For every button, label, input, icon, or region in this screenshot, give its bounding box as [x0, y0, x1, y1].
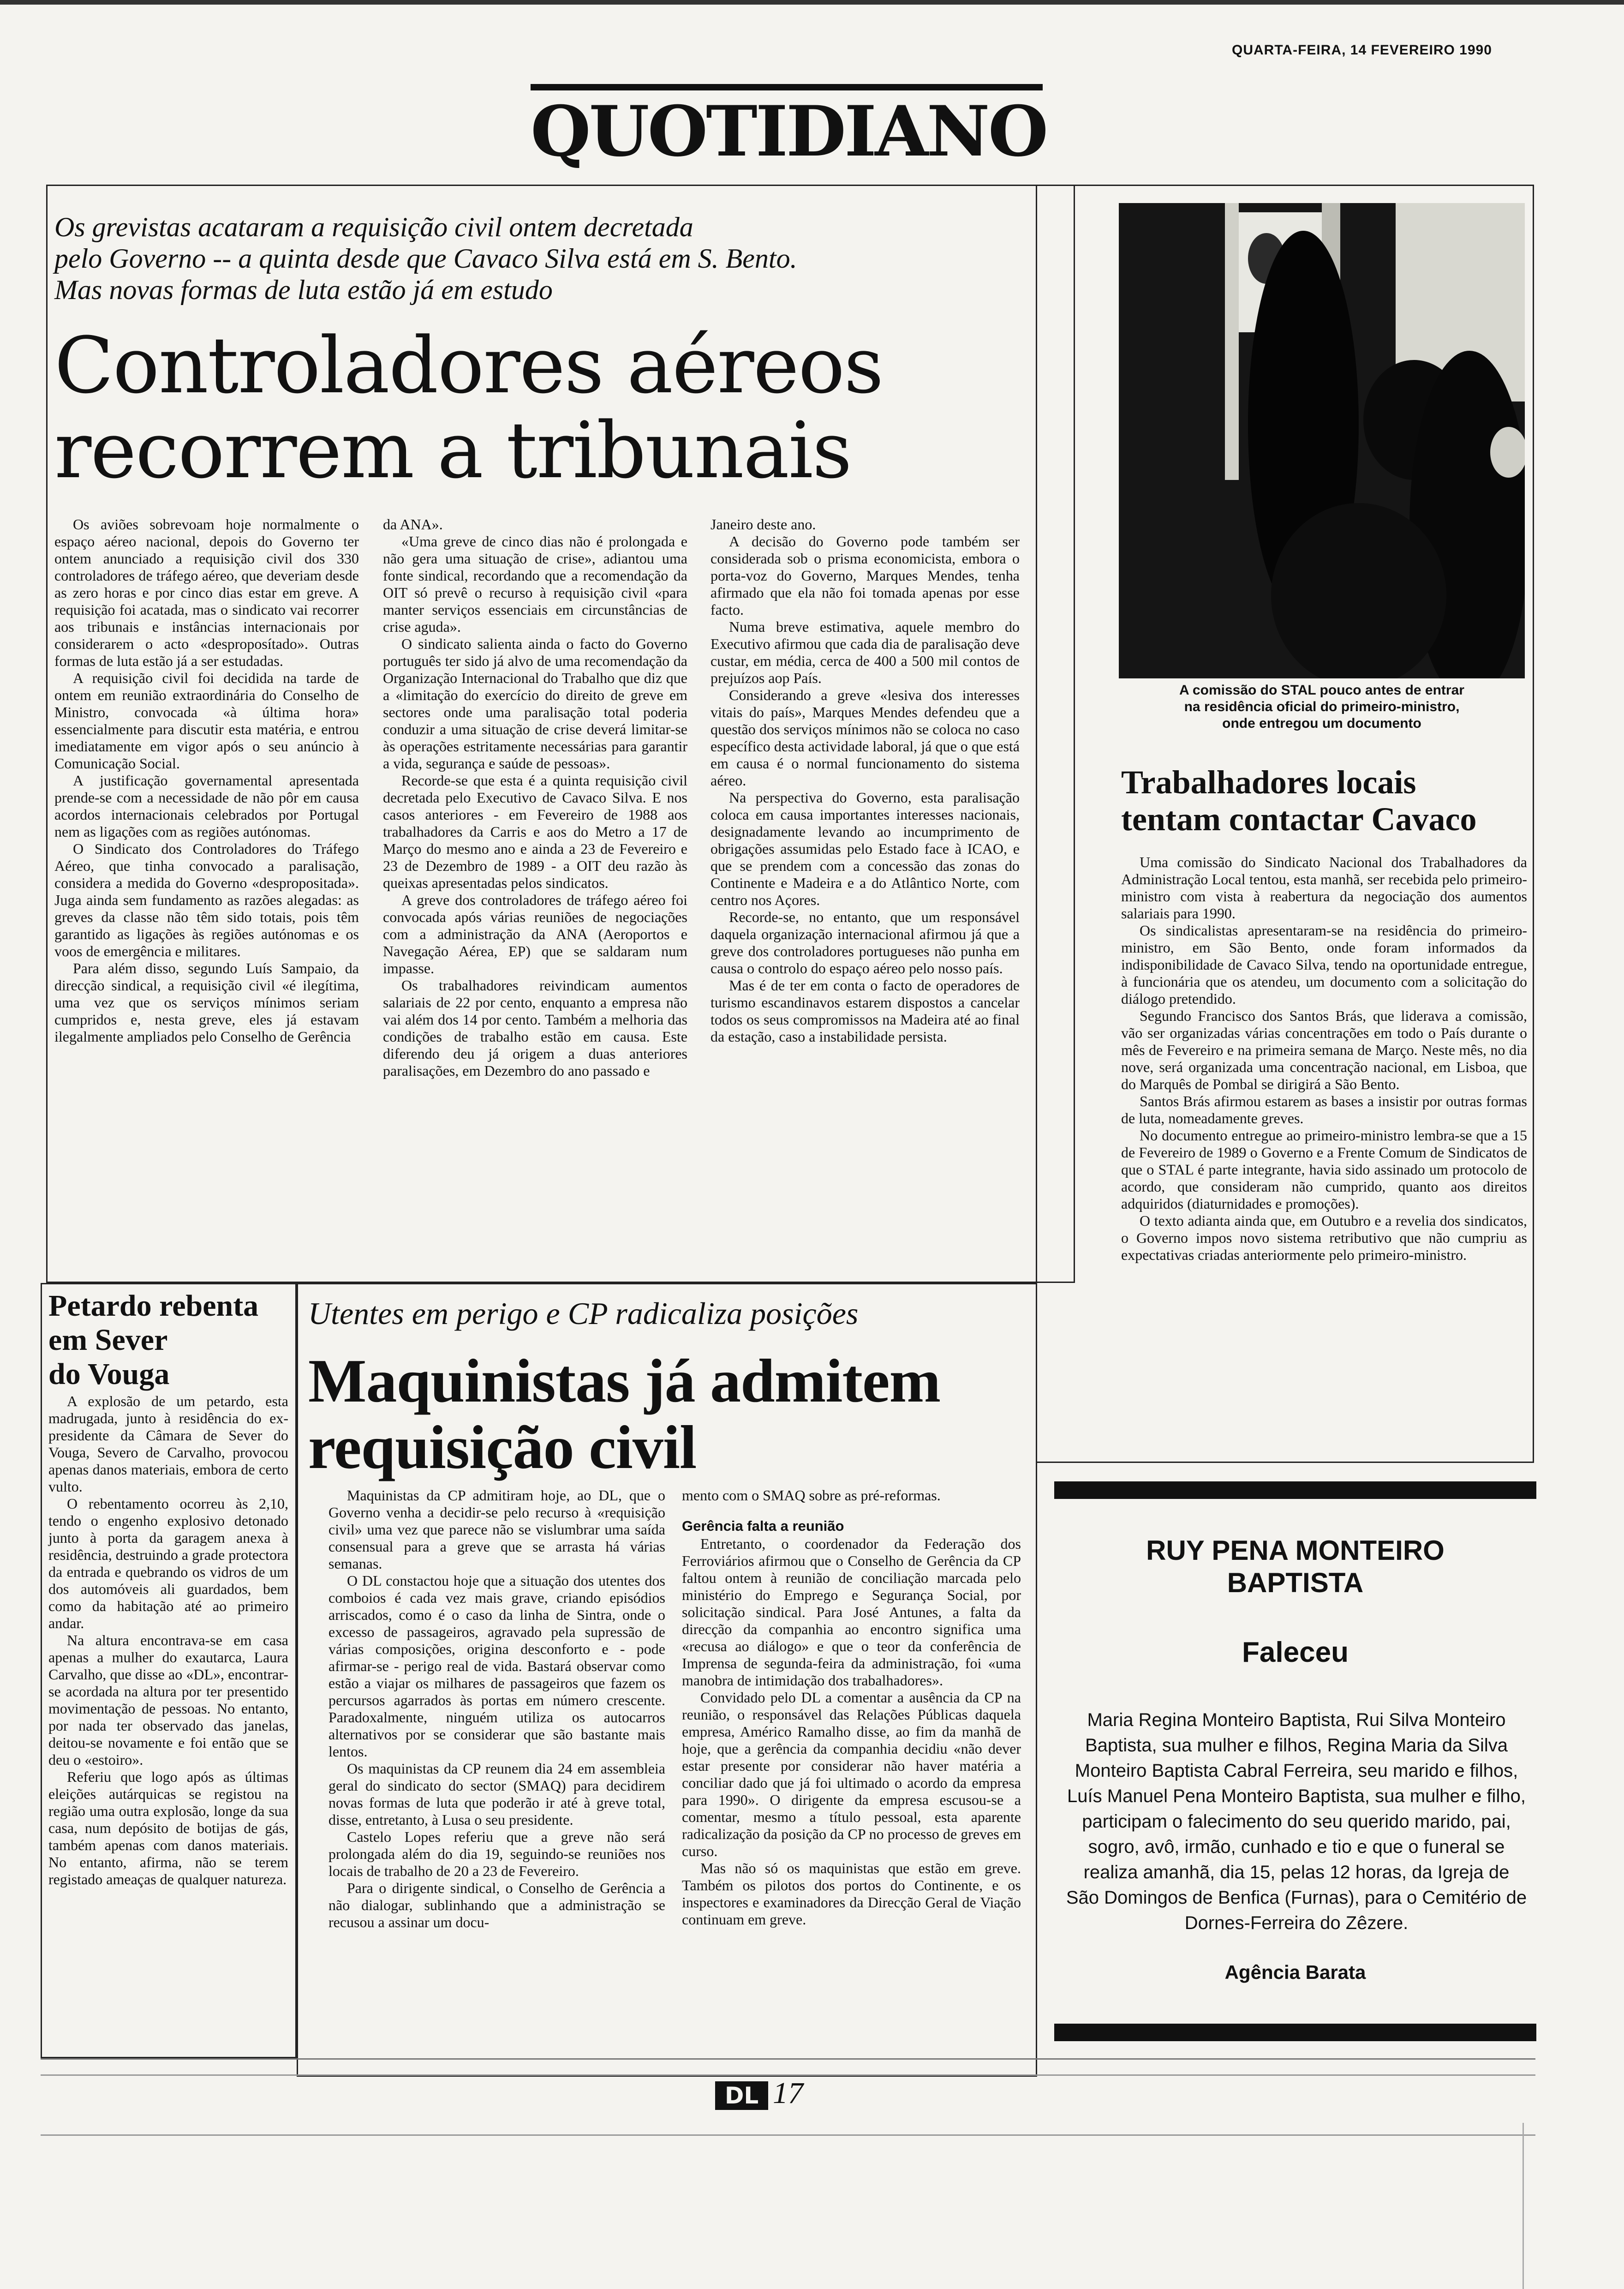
- cp-story-col-2: mento com o SMAQ sobre as pré-reformas. Gerência falta a reunião Entretanto, o coordenador da Federação dos Ferroviários afirmou que o Conselho de Gerência da CP faltou ontem à reunião de conciliação marcada pelo ministério do Emprego e Segurança Social, por solicitação sindical. Para José Antunes, a falta da direcção da companhia ao encontro significa uma «recusa ao diálogo» e que o teor da conferência de Imprensa de segunda-feira da administração, foi «uma manobra de intimidação dos trabalhadores». Convidado pelo DL a comentar a ausência da CP na reunião, o responsável das Relações Públicas daquela empresa, Américo Ramalho disse, ao fim da manhã de hoje, que a gerência da companhia decidiu «não dever estar presente por considerar não haver matéria a conciliar dado que já foi ultimado o acordo da empresa para 1990». O dirigente da empresa escusou-se a comentar, mesmo a título pessoal, esta aparente radicalização da posição da CP no processo de greves em curso. Mas não só os maquinistas que estão em greve. Também os pilotos dos portos do Continente, e os inspectores e examinadores da Direcção Geral de Viação continuam em greve.: [682, 1487, 1021, 1928]
- cp-subhead: Gerência falta a reunião: [682, 1518, 844, 1534]
- cp-headline: Maquinistas já admitem requisição civil: [308, 1347, 941, 1481]
- obituary-agency: Agência Barata: [1224, 1961, 1366, 1983]
- cp-kicker: Utentes em perigo e CP radicaliza posições: [308, 1296, 859, 1331]
- obituary-status: Faleceu: [1242, 1636, 1349, 1668]
- main-headline: Controladores aéreos recorrem a tribunais: [54, 320, 883, 496]
- section-title: QUOTIDIANO: [531, 91, 1047, 172]
- petardo-body: A explosão de um petardo, esta madrugada, junto à residência do ex-presidente da Câmara de Sever do Vouga, Severo de Carvalho, provocou apenas danos materiais, embora de certo vulto. O rebentamento ocorreu às 2,10, tendo o engenho explosivo detonado junto à porta da garagem anexa à residência, destruindo a grade protectora da entrada e quebrando os vidros de um dos automóveis ali guardados, bem como da habitação até ao primeiro andar. Na altura encontrava-se em casa apenas a mulher do exautarca, Laura Carvalho, que disse ao «DL», encontrar-se acordada na altura por ter presentido movimentação de pessoas. No entanto, por nada ter observado das janelas, deitou-se novamente e foi então que se deu o «estoiro». Referiu que logo após as últimas eleições autárquicas se registou na região uma outra explosão, longe da sua casa, num depósito de botijas de gás, também apenas com danos materiais. No entanto, afirma, não se terem registado ameaças de qualquer natureza.: [48, 1393, 288, 1888]
- main-story-col-2: da ANA». «Uma greve de cinco dias não é prolongada e não gera uma situação de crise», adiantou uma fonte sindical, recordando que a recomendação da OIT só prevê o recurso à requisição civil «para manter serviços essenciais em circunstâncias de crise aguda». O sindicato salienta ainda o facto do Governo português ter sido já alvo de uma recomendação da Organização Internacional do Trabalho que diz que a «limitação do exercício do direito de greve em sectores onde uma paralisação total poderia conduzir a uma situação de crise deverá limitar-se às operações estritamente necessárias para garantir a vida, segurança e saúde de pessoas». Recorde-se que esta é a quinta requisição civil decretada pelo Executivo de Cavaco Silva. E nos casos anteriores - em Fevereiro de 1988 aos trabalhadores da Carris e aos do Metro a 17 de Março do mesmo ano e ainda a 23 de Fevereiro e 23 de Dezembro de 1989 - a OIT deu razão às queixas apresentadas pelos sindicatos. A greve dos controladores de tráfego aéreo foi convocada após várias reuniões de negociações com a administração da ANA (Aeroportos e Navegação Aérea, EP) que se saldaram num impasse. Os trabalhadores reivindicam aumentos salariais de 22 por cento, enquanto a empresa não vai além dos 14 por cento. Também a melhoria das condições de trabalho estão em causa. Este diferendo deu já origem a duas anteriores paralisações, em Dezembro do ano passado e: [383, 516, 687, 1079]
- obituary-bottom-bar: [1054, 2024, 1536, 2041]
- main-story-col-3: Janeiro deste ano. A decisão do Governo pode também ser considerada sob o prisma economicista, embora o porta-voz do Governo, Marques Mendes, tenha afirmado que ela não foi tomada apenas por esse facto. Numa breve estimativa, aquele membro do Executivo afirmou que cada dia de paralisação deve custar, em média, cerca de 400 a 500 mil contos de prejuízos aop País. Considerando a greve «lesiva dos interesses vitais do país», Marques Mendes defendeu que a questão dos serviços mínimos não se coloca no caso específico desta actividade laboral, já que o que está em causa é o normal funcionamento do sistema aéreo. Na perspectiva do Governo, esta paralisação coloca em causa importantes interesses nacionais, designadamente levando ao incumprimento de obrigações assumidas pelo Estado face à ICAO, e que se prendem com a concessão das zonas do Continente e Madeira e a do Atlântico Norte, com centro nos Açores. Recorde-se, no entanto, que um responsável daquela organização internacional afirmou já que a greve dos controladores portugueses não punha em causa o controlo do espaço aéreo pelo nosso país. Mas é de ter em conta o facto de operadores de turismo escandinavos estarem dispostos a cancelar todos os seus compromissos na Madeira até ao final da estação, caso a instabilidade persista.: [710, 516, 1020, 1045]
- cp-story-col-1: Maquinistas da CP admitiram hoje, ao DL, que o Governo venha a decidir-se pelo recurso à «requisição civil» uma vez que parece não se vislumbrar uma saída consensual para a greve que se arrasta há várias semanas. O DL constactou hoje que a situação dos utentes dos comboios é cada vez mais grave, criando episódios arriscados, como é o caso da linha de Sintra, onde o excesso de passageiros, agravado pela supressão de várias composições, origina desconforto e - pode afirmar-se - perigo real de vida. Bastará observar como estão a viajar os milhares de passageiros que fazem os percursos agarrados às portas em número crescente. Paradoxalmente, ninguém utiliza os autocarros alternativos por se considerar que são bastante mais lentos. Os maquinistas da CP reunem dia 24 em assembleia geral do sindicato do sector (SMAQ) para decidirem novas formas de luta que poderão ir até à greve total, disse, entretanto, à Lusa o seu presidente. Castelo Lopes referiu que a greve não será prolongada além do dia 19, seguindo-se reuniões nos locais de trabalho de 20 a 23 de Fevereiro. Para o dirigente sindical, o Conselho de Gerência a não dialogar, sublinhando que a administração se recusou a assinar um docu-: [328, 1487, 665, 1930]
- cavaco-story-body: Uma comissão do Sindicato Nacional dos Trabalhadores da Administração Local tentou, esta manhã, ser recebida pelo primeiro-ministro com vista à reabertura da negociação dos aumentos salariais para 1990. Os sindicalistas apresentaram-se na residência do primeiro-ministro, em São Bento, onde foram informados da indisponibilidade de Cavaco Silva, tendo na oportunidade entregue, à funcionária que os atendeu, um documento com a solicitação do diálogo pretendido. Segundo Francisco dos Santos Brás, que liderava a comissão, vão ser organizadas várias concentrações em todo o País durante o mês de Fevereiro e na primeira semana de Março. Neste mês, no dia nove, será organizada uma concentração nacional, em Lisboa, que do Marquês de Pombal se dirigirá a São Bento. Santos Brás afirmou estarem as bases a insistir por outras formas de luta, nomeadamente greves. No documento entregue ao primeiro-ministro lembra-se que a 15 de Fevereiro de 1989 o Governo e a Frente Comum de Sindicatos de que o STAL é parte integrante, havia sido assinado um protocolo de acordo, que consideram não cumprido, quanto aos direitos adquiridos (diaturnidades e promoções). O texto adianta ainda que, em Outubro e a revelia dos sindicatos, o Governo impos novo sistema retributivo que não cumpriu as expectativas criadas anteriormente pelo primeiro-ministro.: [1121, 854, 1527, 1263]
- obituary-name: RUY PENA MONTEIRO BAPTISTA: [1146, 1535, 1445, 1598]
- photo-caption: A comissão do STAL pouco antes de entrar na residência oficial do primeiro-ministro, onde entregou um documento: [1179, 683, 1464, 731]
- newspaper-logo: DL: [715, 2081, 768, 2110]
- stal-photo: [1119, 203, 1525, 678]
- issue-date: QUARTA-FEIRA, 14 FEVEREIRO 1990: [1232, 42, 1492, 58]
- cavaco-headline: Trabalhadores locais tentam contactar Cavaco: [1121, 764, 1477, 838]
- page-number: 17: [773, 2076, 803, 2110]
- petardo-headline: Petardo rebenta em Sever do Vouga: [48, 1289, 259, 1391]
- main-story-col-1: Os aviões sobrevoam hoje normalmente o espaço aéreo nacional, depois do Governo ter ontem anunciado a requisição civil dos 330 controladores de tráfego aéreo, que deveriam desde as zero horas e por cinco dias estar em greve. A requisição foi acatada, mas o sindicato vai recorrer aos tribunais e instâncias internacionais por considerarem o acto «desproposítado». Outras formas de luta estão já a ser estudadas. A requisição civil foi decidida na tarde de ontem em reunião extraordinária do Conselho de Ministro, convocada «à última hora» essencialmente para discutir esta matéria, e entrou imediatamente em vigor após o seu anúncio à Comunicação Social. A justificação governamental apresentada prende-se com a necessidade de não pôr em causa acordos internacionais celebrados por Portugal nem as ligações com as regiões autónomas. O Sindicato dos Controladores do Tráfego Aéreo, que tinha convocado a paralisação, considera a medida do Governo «despropositada». Juga ainda sem fundamento as razões alegadas: as greves da classe não têm sido totais, pois têm garantido as ligações às regiões autónomas e os voos de emergência e militares. Para além disso, segundo Luís Sampaio, da direcção sindical, a requisição civil «é ilegítima, uma vez que os serviços mínimos seriam cumpridos e, nesta greve, eles já estavam ilegalmente ampliados pelo Conselho de Gerência: [54, 516, 359, 1045]
- obituary-top-bar: [1054, 1481, 1536, 1499]
- main-kicker: Os grevistas acataram a requisição civil ontem decretada pelo Governo -- a quinta desde que Cavaco Silva está em S. Bento. Mas novas formas de luta estão já em estudo: [54, 212, 797, 305]
- obituary-text: Maria Regina Monteiro Baptista, Rui Silva Monteiro Baptista, sua mulher e filhos, Regina Maria da Silva Monteiro Baptista Cabral Ferreira, seu marido e filhos, Luís Manuel Pena Monteiro Baptista, sua mulher e filho, participam o falecimento do seu querido marido, pai, sogro, avô, irmão, cunhado e tio e que o funeral se realiza amanhã, dia 15, pelas 12 horas, da Igreja de São Domingos de Benfica (Furnas), para o Cemitério de Dornes-Ferreira do Zêzere.: [1066, 1710, 1527, 1933]
